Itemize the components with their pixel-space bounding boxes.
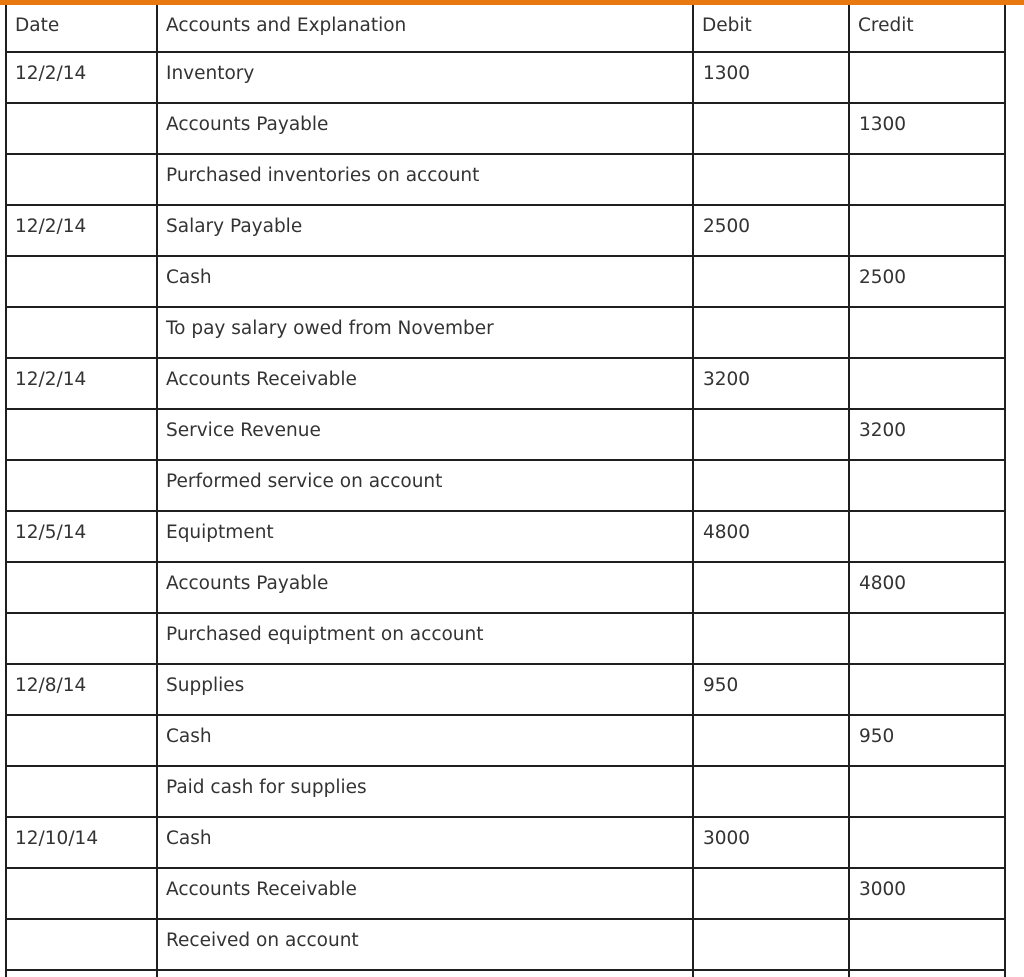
table-row [6, 919, 1005, 970]
cell-credit [849, 766, 1005, 817]
cell-date [6, 715, 157, 766]
cell-date [6, 103, 157, 154]
cell-date [6, 460, 157, 511]
table-row [6, 52, 1005, 103]
cell-account: Accounts Payable [157, 562, 693, 613]
table-row [6, 511, 1005, 562]
cell-account: Service Revenue [157, 409, 693, 460]
header-debit: Debit [693, 5, 849, 52]
cell-credit [849, 307, 1005, 358]
cell-credit: 950 [849, 715, 1005, 766]
cell-credit [849, 613, 1005, 664]
header-accounts: Accounts and Explanation [157, 5, 693, 52]
cell-account: Cash [157, 817, 693, 868]
cell-empty [693, 970, 849, 977]
cell-credit [849, 358, 1005, 409]
table-row [6, 256, 1005, 307]
cell-date [6, 868, 157, 919]
table-row [6, 358, 1005, 409]
cell-date [6, 256, 157, 307]
header-date: Date [6, 5, 157, 52]
cell-date: 12/10/14 [6, 817, 157, 868]
journal-entries-table [5, 5, 1006, 977]
table-row [6, 307, 1005, 358]
cell-account: Cash [157, 715, 693, 766]
table-row [6, 409, 1005, 460]
cell-date [6, 409, 157, 460]
cell-date: 12/2/14 [6, 205, 157, 256]
cell-debit: 950 [693, 664, 849, 715]
cell-date: 12/2/14 [6, 358, 157, 409]
cell-debit: 3000 [693, 817, 849, 868]
cell-account: Inventory [157, 52, 693, 103]
table-row [6, 205, 1005, 256]
cell-credit: 3000 [849, 868, 1005, 919]
cell-debit: 4800 [693, 511, 849, 562]
cell-empty [6, 970, 157, 977]
header-credit: Credit [849, 5, 1005, 52]
table-row [6, 868, 1005, 919]
cell-account: Paid cash for supplies [157, 766, 693, 817]
cell-credit [849, 919, 1005, 970]
table-row [6, 460, 1005, 511]
cell-debit: 2500 [693, 205, 849, 256]
cell-account: Salary Payable [157, 205, 693, 256]
cell-debit [693, 868, 849, 919]
cell-credit [849, 52, 1005, 103]
table-row-partial [6, 970, 1005, 977]
table-row [6, 664, 1005, 715]
cell-date: 12/2/14 [6, 52, 157, 103]
cell-credit [849, 511, 1005, 562]
cell-debit: 1300 [693, 52, 849, 103]
cell-date [6, 766, 157, 817]
cell-date [6, 919, 157, 970]
cell-credit: 3200 [849, 409, 1005, 460]
cell-credit [849, 817, 1005, 868]
cell-debit [693, 256, 849, 307]
cell-account: Performed service on account [157, 460, 693, 511]
table-row [6, 613, 1005, 664]
cell-date [6, 613, 157, 664]
cell-debit [693, 613, 849, 664]
cell-credit: 4800 [849, 562, 1005, 613]
cell-date [6, 154, 157, 205]
cell-account: Received on account [157, 919, 693, 970]
cell-debit [693, 460, 849, 511]
table-row [6, 154, 1005, 205]
cell-account: Purchased inventories on account [157, 154, 693, 205]
cell-debit [693, 715, 849, 766]
cell-debit [693, 154, 849, 205]
cell-account: Accounts Receivable [157, 868, 693, 919]
table-row [6, 817, 1005, 868]
cell-debit [693, 103, 849, 154]
cell-account: Accounts Receivable [157, 358, 693, 409]
cell-date [6, 562, 157, 613]
table-row [6, 715, 1005, 766]
cell-account: To pay salary owed from November [157, 307, 693, 358]
cell-account: Equiptment [157, 511, 693, 562]
cell-debit [693, 409, 849, 460]
cell-debit [693, 919, 849, 970]
table-row [6, 562, 1005, 613]
cell-credit [849, 460, 1005, 511]
cell-date: 12/8/14 [6, 664, 157, 715]
cell-date [6, 307, 157, 358]
table-row [6, 103, 1005, 154]
cell-account: Purchased equiptment on account [157, 613, 693, 664]
cell-credit [849, 205, 1005, 256]
cell-empty [157, 970, 693, 977]
cell-account: Cash [157, 256, 693, 307]
cell-account: Supplies [157, 664, 693, 715]
cell-debit [693, 307, 849, 358]
journal-body [6, 52, 1005, 977]
cell-credit [849, 664, 1005, 715]
cell-debit: 3200 [693, 358, 849, 409]
cell-credit [849, 154, 1005, 205]
journal-container [5, 5, 1006, 977]
cell-empty [849, 970, 1005, 977]
cell-date: 12/5/14 [6, 511, 157, 562]
cell-account: Accounts Payable [157, 103, 693, 154]
cell-credit: 1300 [849, 103, 1005, 154]
cell-credit: 2500 [849, 256, 1005, 307]
cell-debit [693, 562, 849, 613]
table-row [6, 766, 1005, 817]
cell-debit [693, 766, 849, 817]
table-header-row [6, 5, 1005, 52]
